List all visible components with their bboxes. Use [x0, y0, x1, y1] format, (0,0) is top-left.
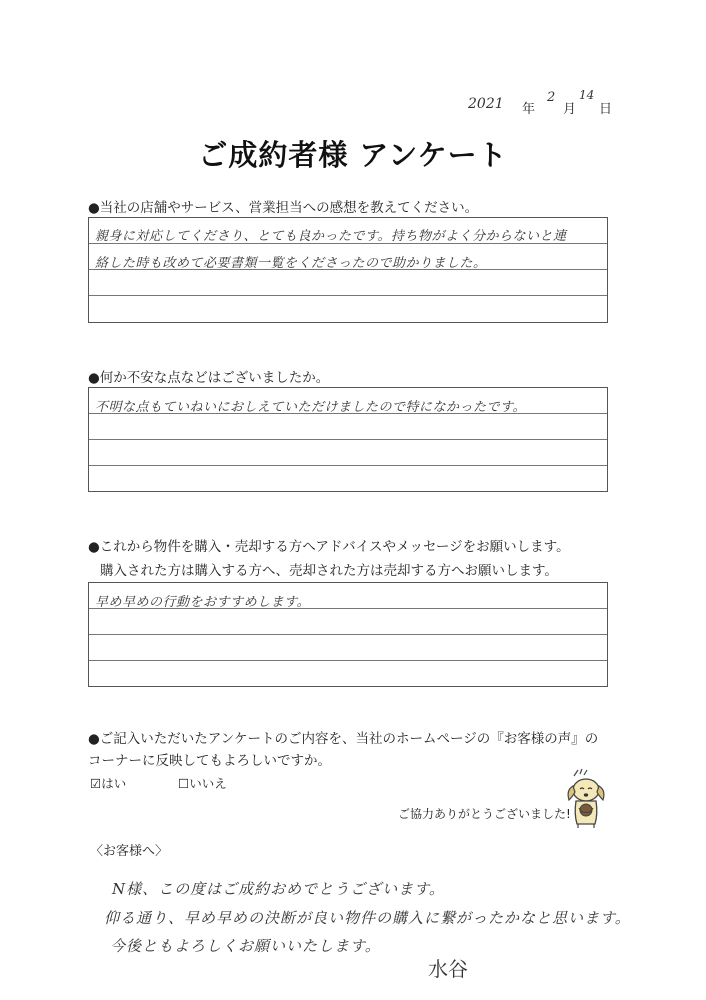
- date-month: 2: [547, 90, 556, 105]
- consent-yes-checkbox[interactable]: ☑はい: [90, 776, 127, 791]
- signature: 水谷: [428, 957, 468, 981]
- page-title: ご成約者様 アンケート: [198, 138, 508, 172]
- answer-box-3: [88, 582, 608, 687]
- answer-1-line-2: 絡した時も改めて必要書類一覧をくださったので助かりました。: [95, 256, 487, 271]
- customer-message-line-1: N様、この度はご成約おめでとうございます。: [112, 880, 445, 898]
- date-month-label: 月: [563, 102, 577, 117]
- date-day: 14: [579, 88, 595, 102]
- date-field: [468, 88, 668, 120]
- answer-box-1: [88, 217, 608, 323]
- question-3-subtext: 購入された方は購入する方へ、売却された方は売却する方へお願いします。: [100, 563, 558, 579]
- question-3: ●これから物件を購入・売却する方へアドバイスやメッセージをお願いします。: [88, 539, 570, 555]
- answer-3-line-1: 早め早めの行動をおすすめします。: [95, 595, 311, 610]
- answer-2-line-1: 不明な点もていねいにおしえていただけましたので特になかったです。: [95, 400, 526, 415]
- question-1: ●当社の店舗やサービス、営業担当への感想を教えてください。: [88, 200, 479, 216]
- date-year: 2021: [468, 96, 504, 112]
- customer-message-line-2: 仰る通り、早め早めの決断が良い物件の購入に繋がったかなと思います。: [104, 909, 631, 927]
- customer-heading: 〈お客様へ〉: [90, 844, 169, 859]
- consent-question-line-1: ●ご記入いただいたアンケートのご内容を、当社のホームページの『お客様の声』の: [88, 731, 599, 747]
- date-year-label: 年: [522, 102, 536, 117]
- customer-message-line-3: 今後ともよろしくお願いいたします。: [110, 937, 381, 955]
- dog-mascot-icon: [560, 768, 612, 830]
- consent-no-checkbox[interactable]: ☐いいえ: [178, 776, 227, 791]
- answer-1-line-1: 親身に対応してくださり、とても良かったです。持ち物がよく分からないと連: [95, 229, 567, 244]
- consent-question-line-2: コーナーに反映してもよろしいですか。: [88, 753, 331, 769]
- date-day-label: 日: [599, 102, 613, 117]
- question-2: ●何か不安な点などはございましたか。: [88, 370, 330, 386]
- thanks-message: ご協力ありがとうございました!: [398, 807, 571, 821]
- answer-box-2: [88, 387, 608, 492]
